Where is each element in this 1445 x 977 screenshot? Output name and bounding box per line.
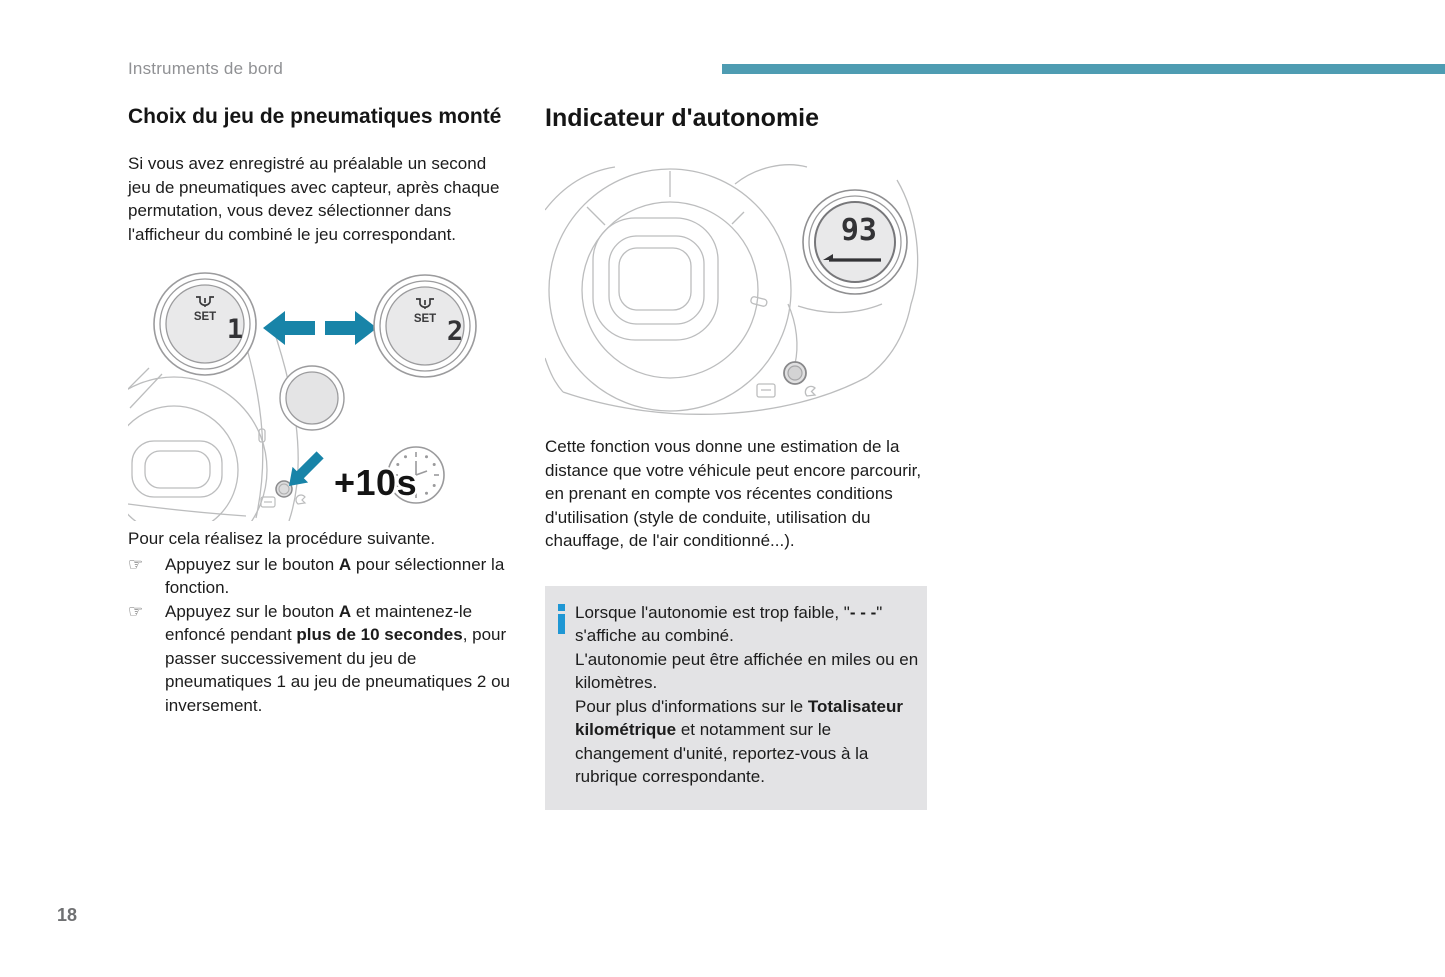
- range-description: Cette fonction vous donne une estimation de la distance que votre véhicule peut encore parcourir, en prenant en compte vos récentes conditions d'utilisation (style de conduite, utilisation du chauffage, de l'air conditionné...).: [545, 437, 922, 550]
- page-number: 18: [57, 905, 78, 925]
- tyre-set-selection-figure: [128, 258, 510, 521]
- display-select-button-ring: [788, 366, 802, 380]
- range-indicator-figure: [545, 154, 927, 422]
- wrench-icon: [296, 495, 305, 504]
- arrow-right-icon: [325, 311, 377, 345]
- set-label-1: SET: [193, 311, 217, 323]
- tyre-set-selection-illustration: [128, 258, 510, 521]
- info-paragraph-1: Lorsque l'autonomie est trop faible, "- - -" s'affiche au combiné.: [575, 602, 883, 645]
- left-intro-paragraph: Si vous avez enregistré au préalable un second jeu de pneumatiques avec capteur, après chaque permutation, vous devez sélectionner dans l'afficheur du combiné le jeu correspondant.: [128, 154, 500, 244]
- procedure-step-text: Appuyez sur le bouton A et maintenez-le enfoncé pendant plus de 10 secondes, pour passer successivement du jeu de pneumatiques 1 au jeu de pneumatiques 2 ou inversement.: [165, 601, 510, 715]
- procedure-step: [128, 600, 510, 718]
- procedure-step-text: Appuyez sur le bouton A pour sélectionner la fonction.: [165, 554, 505, 597]
- info-paragraph-2: L'autonomie peut être affichée en miles ou en kilomètres.: [575, 649, 919, 692]
- set-button-1: [154, 273, 256, 375]
- procedure-steps: [128, 553, 510, 718]
- accent-bar: [722, 64, 1445, 74]
- middle-button: [280, 366, 344, 430]
- set1-digit: 1: [226, 314, 244, 345]
- range-display: [803, 190, 907, 294]
- range-indicator-illustration: [545, 154, 935, 422]
- info-icon: [558, 604, 565, 634]
- info-box: [545, 586, 927, 810]
- wrench-icon: [805, 386, 815, 396]
- set2-digit: 2: [446, 316, 464, 347]
- range-value: 93: [840, 213, 877, 248]
- pointing-hand-icon: ☞: [128, 554, 144, 574]
- hold-duration-label: +10s: [334, 462, 418, 503]
- set-button-2: [374, 275, 476, 377]
- set-label-2: SET: [413, 313, 437, 325]
- left-heading: Choix du jeu de pneumatiques monté: [128, 105, 502, 128]
- button-panel-icons: [757, 384, 815, 397]
- procedure-step: [128, 553, 510, 600]
- section-header: Instruments de bord: [128, 59, 283, 78]
- procedure-intro: Pour cela réalisez la procédure suivante.: [128, 529, 436, 548]
- arrow-left-icon: [263, 311, 315, 345]
- left-column: [128, 104, 510, 717]
- right-column: [545, 104, 927, 810]
- info-paragraph-3: Pour plus d'informations sur le Totalisateur kilométrique et notamment sur le changement d'unité, reportez-vous à la rubrique correspondante.: [575, 696, 903, 786]
- pointing-hand-icon: ☞: [128, 601, 144, 621]
- right-heading: Indicateur d'autonomie: [545, 104, 820, 132]
